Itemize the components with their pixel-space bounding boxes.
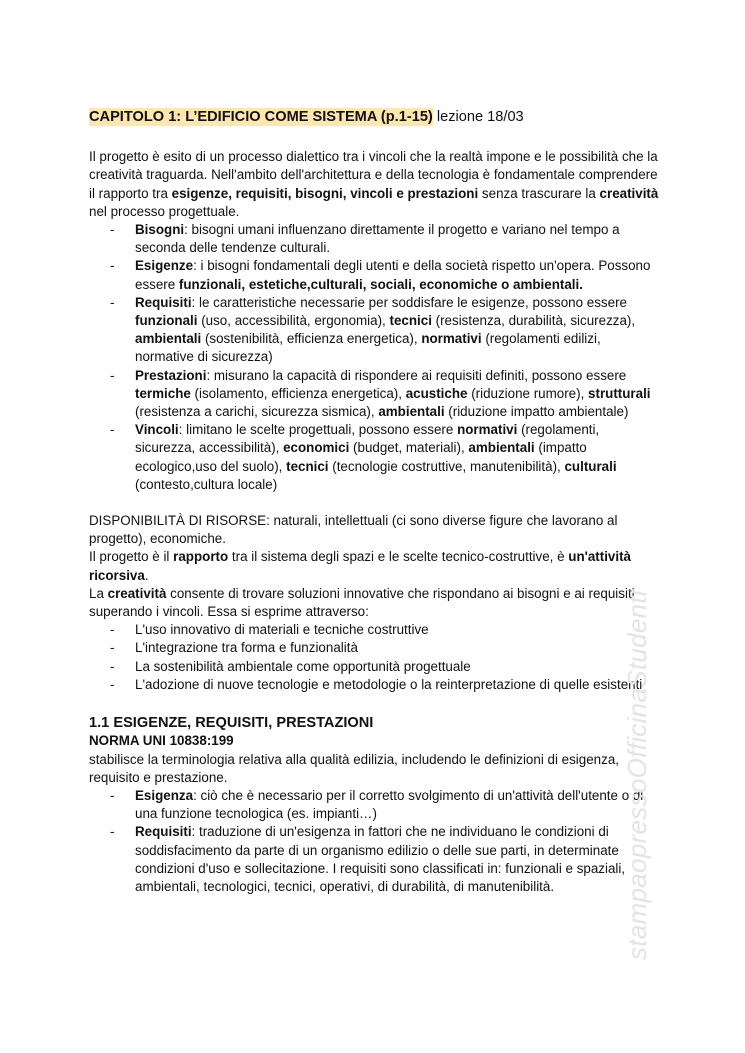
text: (riduzione impatto ambientale) xyxy=(444,404,629,420)
text: nel processo progettuale. xyxy=(89,203,240,219)
definition: : bisogni umani influenzano direttamente il progetto e variano nel tempo a seconda delle tendenze culturali. xyxy=(135,222,620,256)
document-page xyxy=(89,108,659,896)
bold-text: un'attività ricorsiva xyxy=(89,549,632,583)
definitions-list xyxy=(89,787,659,896)
bold-text: strutturali xyxy=(588,385,651,401)
text: tra il sistema degli spazi e le scelte tecnico-costruttive, è xyxy=(228,549,569,565)
spacer xyxy=(89,494,659,512)
bold-text: tecnici xyxy=(286,458,329,474)
term: Bisogni xyxy=(135,222,185,238)
concepts-list xyxy=(89,221,659,494)
lesson-date: lezione 18/03 xyxy=(432,109,524,125)
bold-text: creatività xyxy=(599,185,659,201)
bold-text: ambientali xyxy=(135,331,202,347)
term: Vincoli xyxy=(135,422,179,438)
text: (regolamenti edilizi, normative di sicurezza) xyxy=(135,331,601,365)
bold-text: esigenze, requisiti, bisogni, vincoli e prestazioni xyxy=(171,185,479,201)
chapter-title-highlight: CAPITOLO 1: L’EDIFICIO COME SISTEMA (p.1-15) xyxy=(89,109,433,125)
text: (sostenibilità, efficienza energetica), xyxy=(201,331,422,347)
section-heading: 1.1 ESIGENZE, REQUISITI, PRESTAZIONI xyxy=(89,715,374,732)
text: Il progetto è esito di un processo dialettico tra i vincoli che la realtà impone e le possibilità che la creatività traguarda. Nell'ambito dell'architettura e della tecnologia è fondamentale comprendere il rapporto tra xyxy=(89,149,658,201)
text: (tecnologie costruttive, manutenibilità), xyxy=(328,458,565,474)
bold-text: funzionali, estetiche,culturali, sociali, economiche o ambientali. xyxy=(178,276,583,292)
section-intro: stabilisce la terminologia relativa alla qualità edilizia, includendo le definizioni di esigenza, requisito e prestazione. xyxy=(89,751,619,785)
definition: : i bisogni fondamentali degli utenti e della società rispetto un'opera. Possono essere xyxy=(135,258,651,292)
creativity-list xyxy=(89,621,659,694)
creativity-paragraph xyxy=(89,585,659,621)
relationship-paragraph xyxy=(89,548,659,584)
text: (resistenza a carichi, sicurezza sismica), xyxy=(135,404,379,420)
text: (riduzione rumore), xyxy=(467,385,589,401)
text: (contesto,cultura locale) xyxy=(135,476,278,492)
text: senza trascurare la xyxy=(478,185,600,201)
definition: : ciò che è necessario per il corretto svolgimento di un'attività dell'utente o di una funzione tecnologica (es. impianti…) xyxy=(135,787,644,822)
text: (uso, accessibilità, ergonomia), xyxy=(197,313,390,329)
definition: : misurano la capacità di rispondere ai requisiti definiti, possono essere xyxy=(206,367,627,383)
list-item-esigenza xyxy=(135,787,659,823)
bold-text: funzionali xyxy=(135,313,198,329)
text: (budget, materiali), xyxy=(349,440,469,456)
list-item: - La sostenibilità ambientale come opportunità progettuale xyxy=(135,658,659,676)
list-item: - L'integrazione tra forma e funzionalità xyxy=(135,639,659,657)
bold-text: normativi xyxy=(421,331,482,347)
list-item-esigenze xyxy=(135,257,659,293)
term: Esigenza xyxy=(135,787,194,803)
text: (impatto ecologico,uso del suolo), xyxy=(135,440,587,474)
bold-text: normativi xyxy=(457,422,518,438)
bold-text: culturali xyxy=(564,458,617,474)
watermark: stampaopressoOfficinaStudenti xyxy=(622,589,652,960)
text: Il progetto è il xyxy=(89,549,174,565)
definition: : le caratteristiche necessarie per soddisfare le esigenze, possono essere xyxy=(191,294,627,310)
text: consente di trovare soluzioni innovative che rispondano ai bisogni e ai requisiti superando i vincoli. Essa si esprime attraverso: xyxy=(89,585,635,620)
resources-paragraph: DISPONIBILITÀ DI RISORSE: naturali, intellettuali (ci sono diverse figure che lavorano al progetto), economiche. xyxy=(89,513,618,547)
chapter-title xyxy=(89,108,659,126)
list-item: - L'uso innovativo di materiali e tecniche costruttive xyxy=(135,621,659,639)
bold-text: termiche xyxy=(135,385,191,401)
term: Requisiti xyxy=(135,294,192,310)
text: . xyxy=(144,567,149,583)
definition: : limitano le scelte progettuali, possono essere xyxy=(178,422,458,438)
term: Esigenze xyxy=(135,258,194,274)
bold-text: tecnici xyxy=(389,313,432,329)
bold-text: acustiche xyxy=(405,385,468,401)
section-subheading: NORMA UNI 10838:199 xyxy=(89,733,234,749)
text: La xyxy=(89,585,108,601)
text: (resistenza, durabilità, sicurezza), xyxy=(431,313,636,329)
bold-text: creatività xyxy=(107,585,167,601)
bold-text: rapporto xyxy=(173,549,229,565)
list-item-requisiti xyxy=(135,823,659,896)
text: (regolamenti, sicurezza, accessibilità), xyxy=(135,422,600,456)
list-item-vincoli xyxy=(135,421,659,494)
list-item-prestazioni xyxy=(135,367,659,422)
bold-text: ambientali xyxy=(378,404,445,420)
list-item: - L'adozione di nuove tecnologie e metodologie o la reinterpretazione di quelle esistenti xyxy=(135,676,659,694)
definition: : traduzione di un'esigenza in fattori che ne individuano le condizioni di soddisfacimento da parte di un organismo edilizio o delle sue parti, in determinate condizioni d'uso e sollecitazione. I requisiti sono classificati in: funzionali e spaziali, ambientali, tecnologici, tecnici, operativi, di durabilità, di manutenibilità. xyxy=(135,824,626,894)
intro-paragraph xyxy=(89,148,659,221)
bold-text: ambientali xyxy=(468,440,535,456)
list-item-requisiti xyxy=(135,294,659,367)
list-item-bisogni xyxy=(135,221,659,257)
term: Prestazioni xyxy=(135,367,207,383)
term: Requisiti xyxy=(135,824,192,840)
text: (isolamento, efficienza energetica), xyxy=(190,385,406,401)
bold-text: economici xyxy=(283,440,350,456)
